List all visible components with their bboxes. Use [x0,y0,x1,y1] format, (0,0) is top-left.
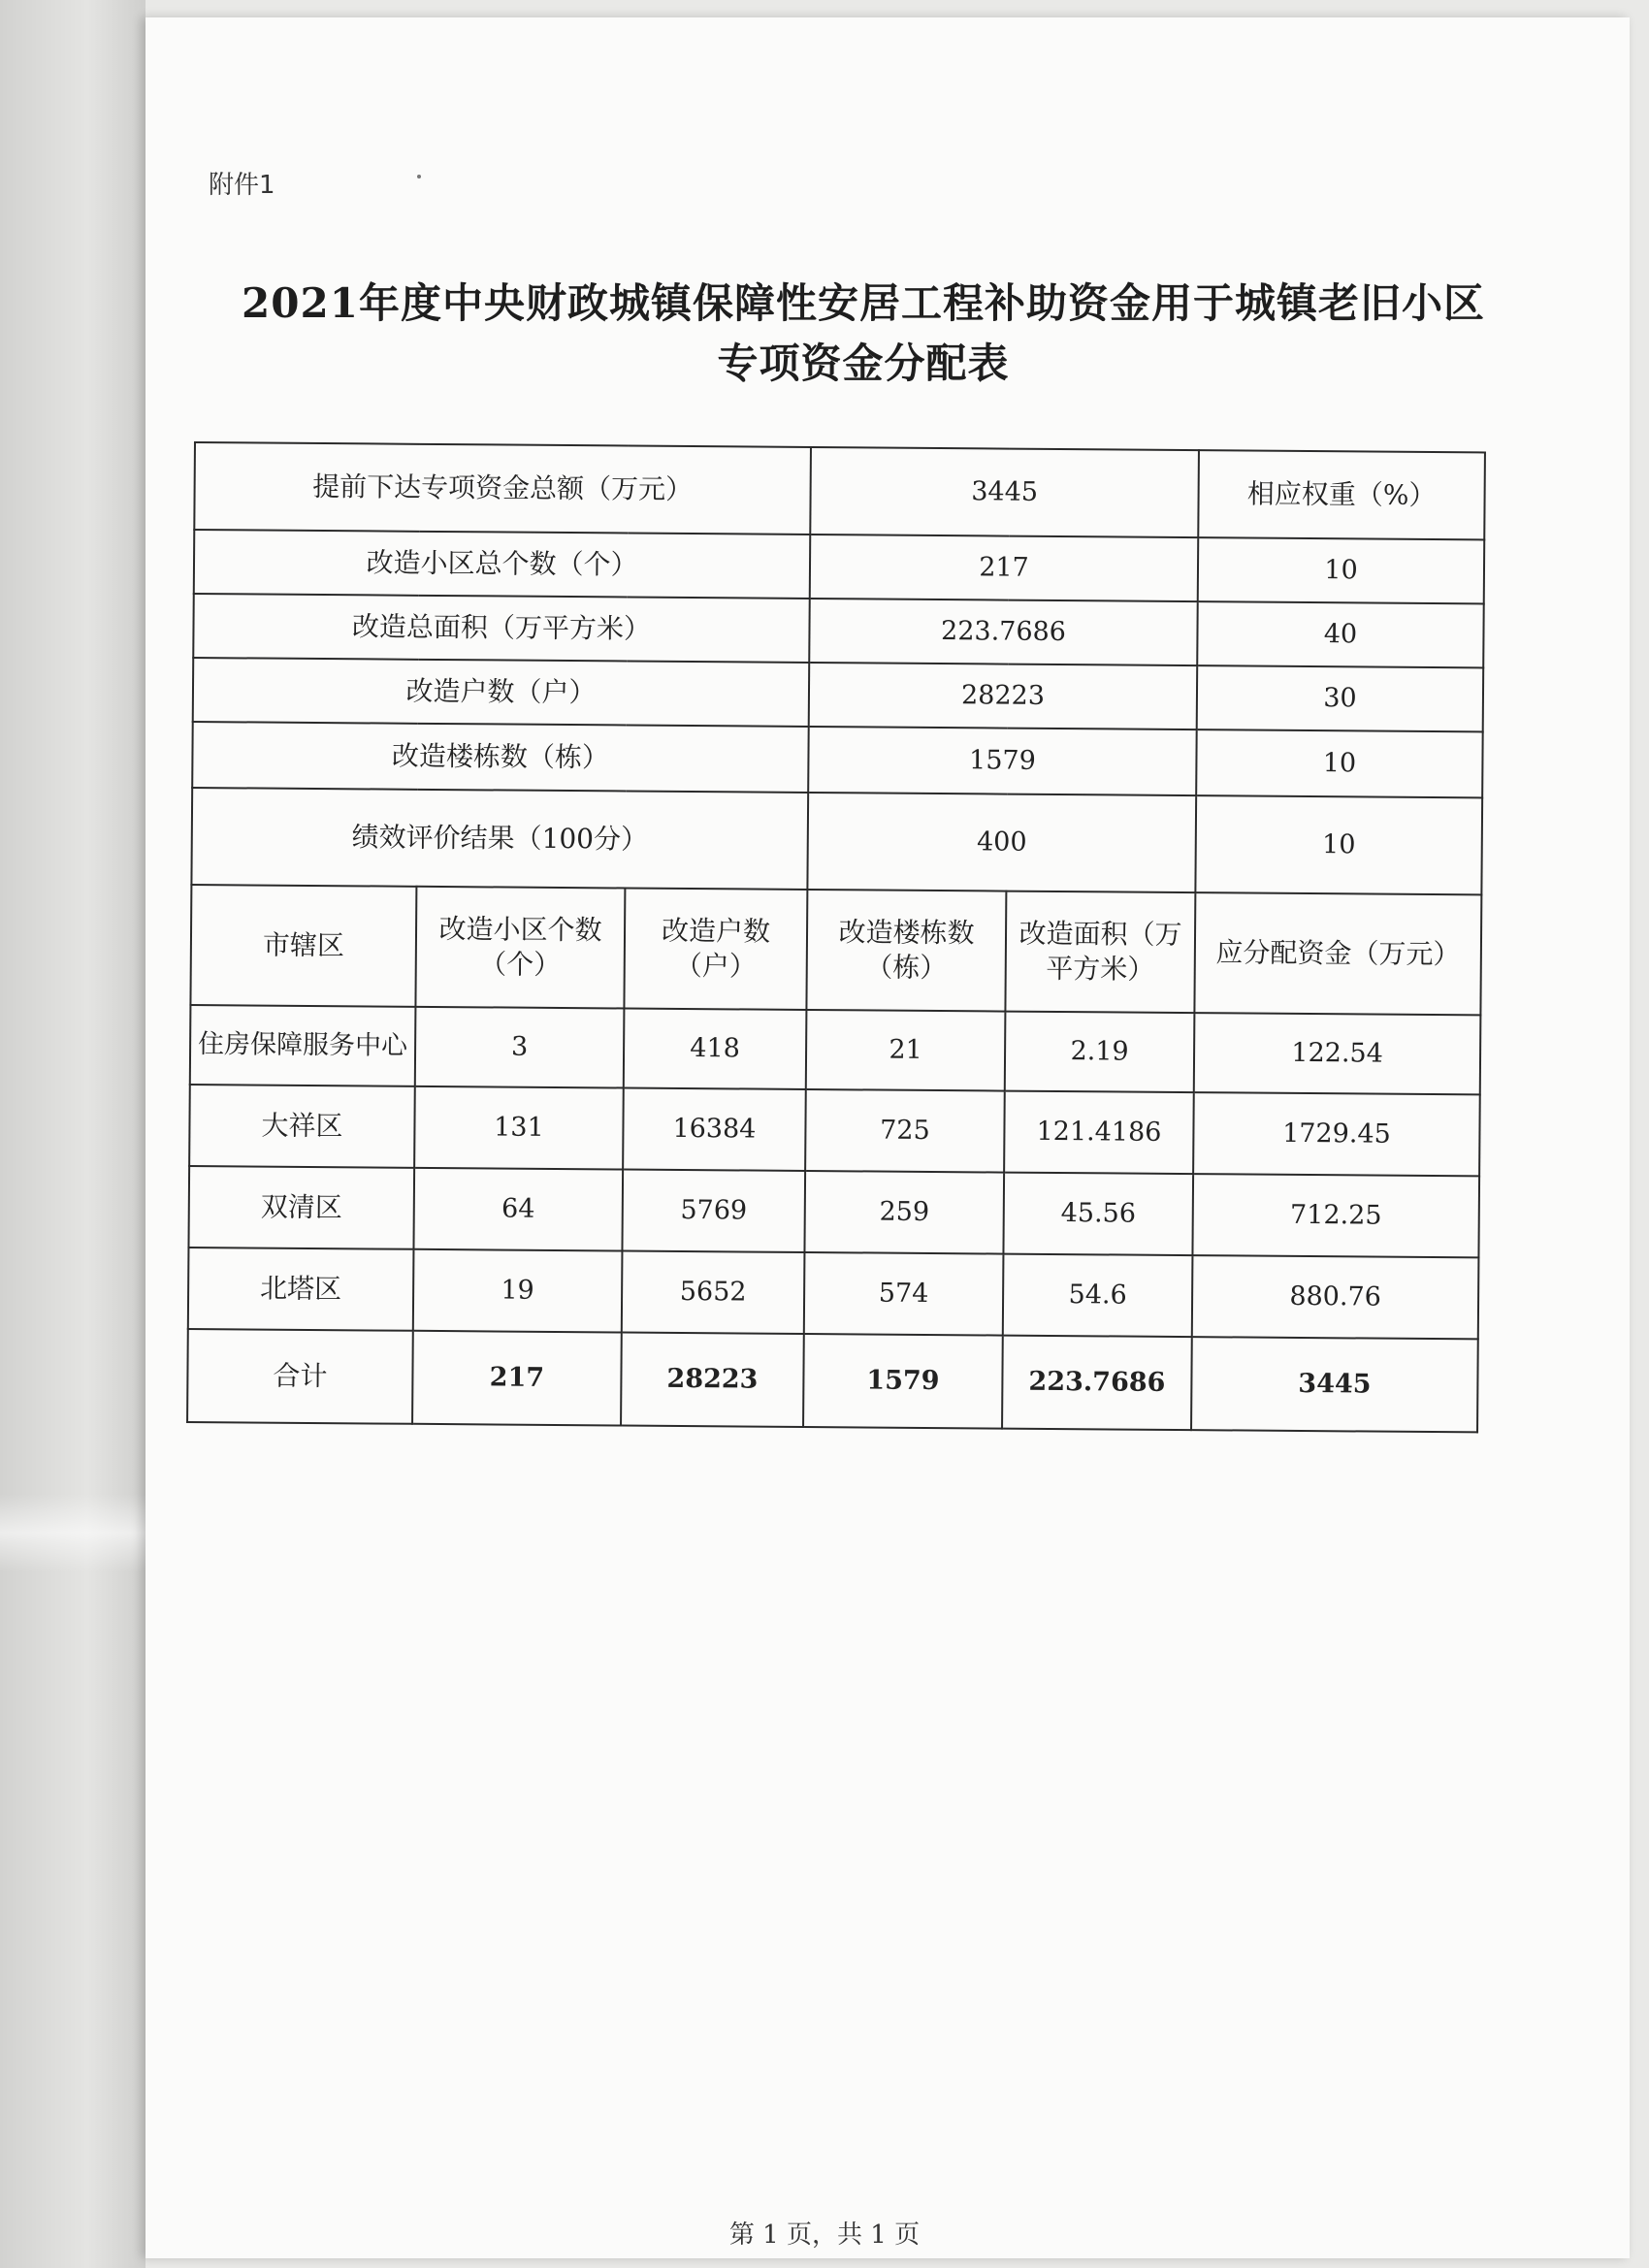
weight-header: 相应权重（%） [1198,450,1485,539]
cell: 574 [804,1252,1004,1336]
cell: 54.6 [1003,1254,1193,1338]
table-row [190,1005,1481,1094]
total-cell: 217 [412,1331,622,1426]
summary-weight: 30 [1197,665,1484,731]
attachment-label: 附件1 [209,171,275,200]
district-cell: 双清区 [188,1166,414,1249]
district-cell: 大祥区 [189,1085,415,1168]
cell: 1729.45 [1193,1092,1480,1176]
total-cell: 3445 [1191,1337,1478,1432]
summary-row [193,594,1484,667]
cell: 259 [804,1171,1004,1254]
table-row [188,1166,1479,1257]
col-header-communities: 改造小区个数（个） [415,887,625,1009]
cell: 122.54 [1194,1013,1481,1094]
summary-weight: 10 [1195,795,1482,894]
title-line-1: 2021年度中央财政城镇保障性安居工程补助资金用于城镇老旧小区 [242,279,1485,327]
summary-value: 3445 [810,447,1199,537]
col-header-buildings: 改造楼栋数（栋） [806,890,1006,1012]
cell: 418 [624,1009,807,1089]
detail-header-row [190,885,1481,1015]
document-title [194,274,1533,394]
summary-weight: 40 [1197,601,1484,667]
allocation-table [186,441,1486,1433]
page-edge-shadow [0,0,146,2268]
summary-value: 28223 [809,663,1198,729]
summary-weight: 10 [1198,537,1485,603]
col-header-area: 改造面积（万平方米） [1005,891,1195,1014]
col-header-households: 改造户数（户） [624,889,807,1010]
cell: 121.4186 [1004,1091,1194,1175]
total-row [187,1329,1478,1432]
summary-row [194,530,1485,603]
summary-value: 400 [807,793,1196,892]
summary-label: 绩效评价结果（100分） [191,788,808,890]
cell: 5652 [622,1250,805,1333]
fold-highlight [0,1494,146,1571]
total-cell: 1579 [803,1334,1003,1429]
table-row [189,1085,1480,1176]
summary-value: 223.7686 [809,599,1198,665]
cell: 2.19 [1005,1012,1195,1093]
table-row [188,1247,1479,1339]
page-footer: 第 1 页，共 1 页 [728,2220,921,2250]
cell: 21 [806,1010,1006,1091]
cell: 3 [415,1007,625,1088]
summary-row [191,788,1482,894]
summary-label: 改造楼栋数（栋） [192,722,809,793]
cell: 725 [805,1089,1005,1173]
summary-value: 1579 [808,727,1197,795]
cell: 64 [413,1168,623,1251]
summary-row [194,442,1485,539]
allocation-table-wrapper [186,441,1484,1433]
cell: 45.56 [1003,1173,1193,1256]
col-header-allocated-funds: 应分配资金（万元） [1194,892,1481,1015]
total-cell: 223.7686 [1002,1336,1192,1431]
title-line-2: 专项资金分配表 [717,340,1010,387]
total-label: 合计 [187,1329,413,1424]
cell: 16384 [623,1087,806,1170]
cell: 880.76 [1192,1255,1479,1339]
district-cell: 住房保障服务中心 [190,1005,416,1086]
summary-weight: 10 [1196,729,1483,797]
summary-label: 提前下达专项资金总额（万元） [194,442,811,535]
cell: 5769 [622,1169,805,1251]
total-cell: 28223 [621,1332,804,1426]
scan-speck [417,175,421,178]
cell: 131 [414,1086,624,1170]
district-cell: 北塔区 [188,1247,414,1331]
summary-label: 改造小区总个数（个） [194,530,811,599]
summary-label: 改造户数（户） [193,658,810,727]
col-header-district: 市辖区 [190,885,416,1007]
summary-row [192,722,1483,797]
cell: 712.25 [1192,1174,1479,1257]
cell: 19 [413,1249,623,1333]
summary-label: 改造总面积（万平方米） [193,594,810,663]
summary-row [193,658,1484,731]
summary-value: 217 [810,535,1199,601]
